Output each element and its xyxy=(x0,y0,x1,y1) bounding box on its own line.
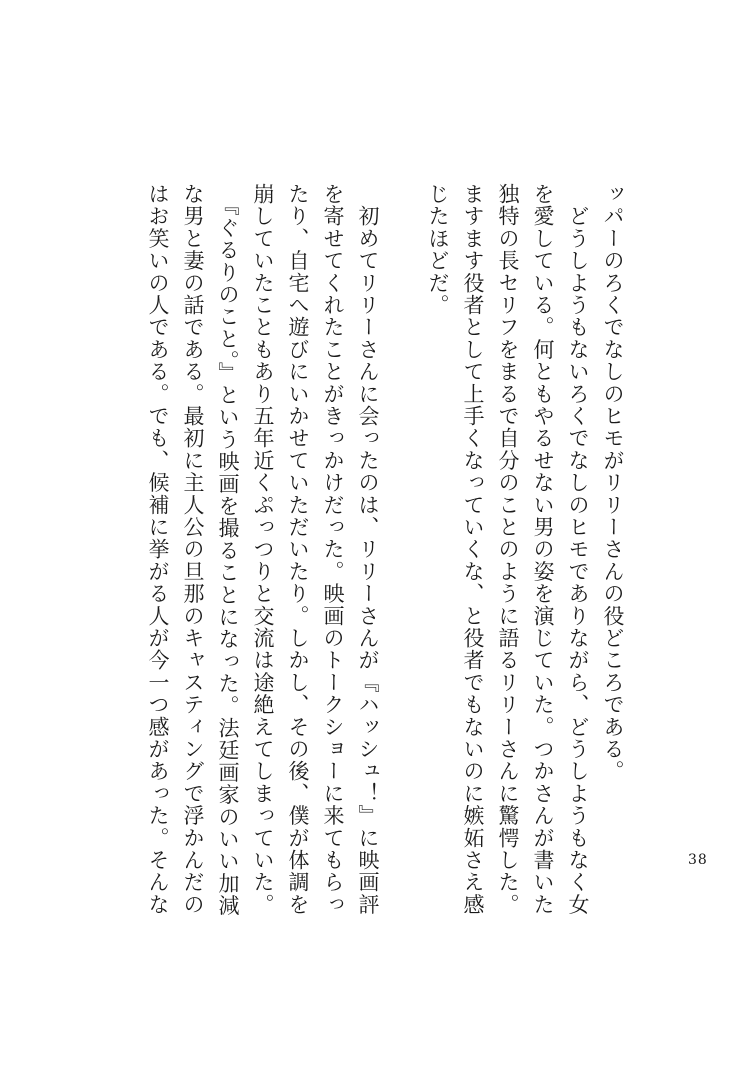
text-line: を寄せてくれたことがきっかけだった。映画のトークショーに来てもらっ xyxy=(321,183,345,916)
text-line: じたほどだ。 xyxy=(426,183,450,317)
text-line: 『ぐるりのこと。』という映画を撮ることになった。法廷画家のいい加減 xyxy=(216,183,240,917)
text-line: どうしようもないろくでなしのヒモでありながら、どうしようもなく女 xyxy=(566,183,590,916)
page-number: 38 xyxy=(688,852,708,868)
text-line: な男と妻の話である。最初に主人公の旦那のキャスティングで浮かんだの xyxy=(181,183,205,916)
text-line: 独特の長セリフをまるで自分のことのように語るリリーさんに驚愕した。 xyxy=(496,183,520,916)
text-line: ッパーのろくでなしのヒモがリリーさんの役どころである。 xyxy=(601,183,625,783)
text-line: を愛している。何ともやるせない男の姿を演じていた。つかさんが書いた xyxy=(531,183,555,916)
text-line: 初めてリリーさんに会ったのは、リリーさんが『ハッシュ！』に映画評 xyxy=(356,183,380,916)
text-line: 崩していたこともあり五年近くぷっつりと交流は途絶えてしまっていた。 xyxy=(251,183,275,916)
text-line: はお笑いの人である。でも、候補に挙がる人が今一つ感があった。そんな xyxy=(146,183,170,916)
text-line: たり、自宅へ遊びにいかせていただいたり。しかし、その後、僕が体調を xyxy=(286,183,310,916)
paragraph-gap xyxy=(385,183,420,843)
text-line: ますます役者として上手くなっていくな、と役者でもないのに嫉妬さえ感 xyxy=(461,183,485,916)
body-text xyxy=(90,183,630,917)
